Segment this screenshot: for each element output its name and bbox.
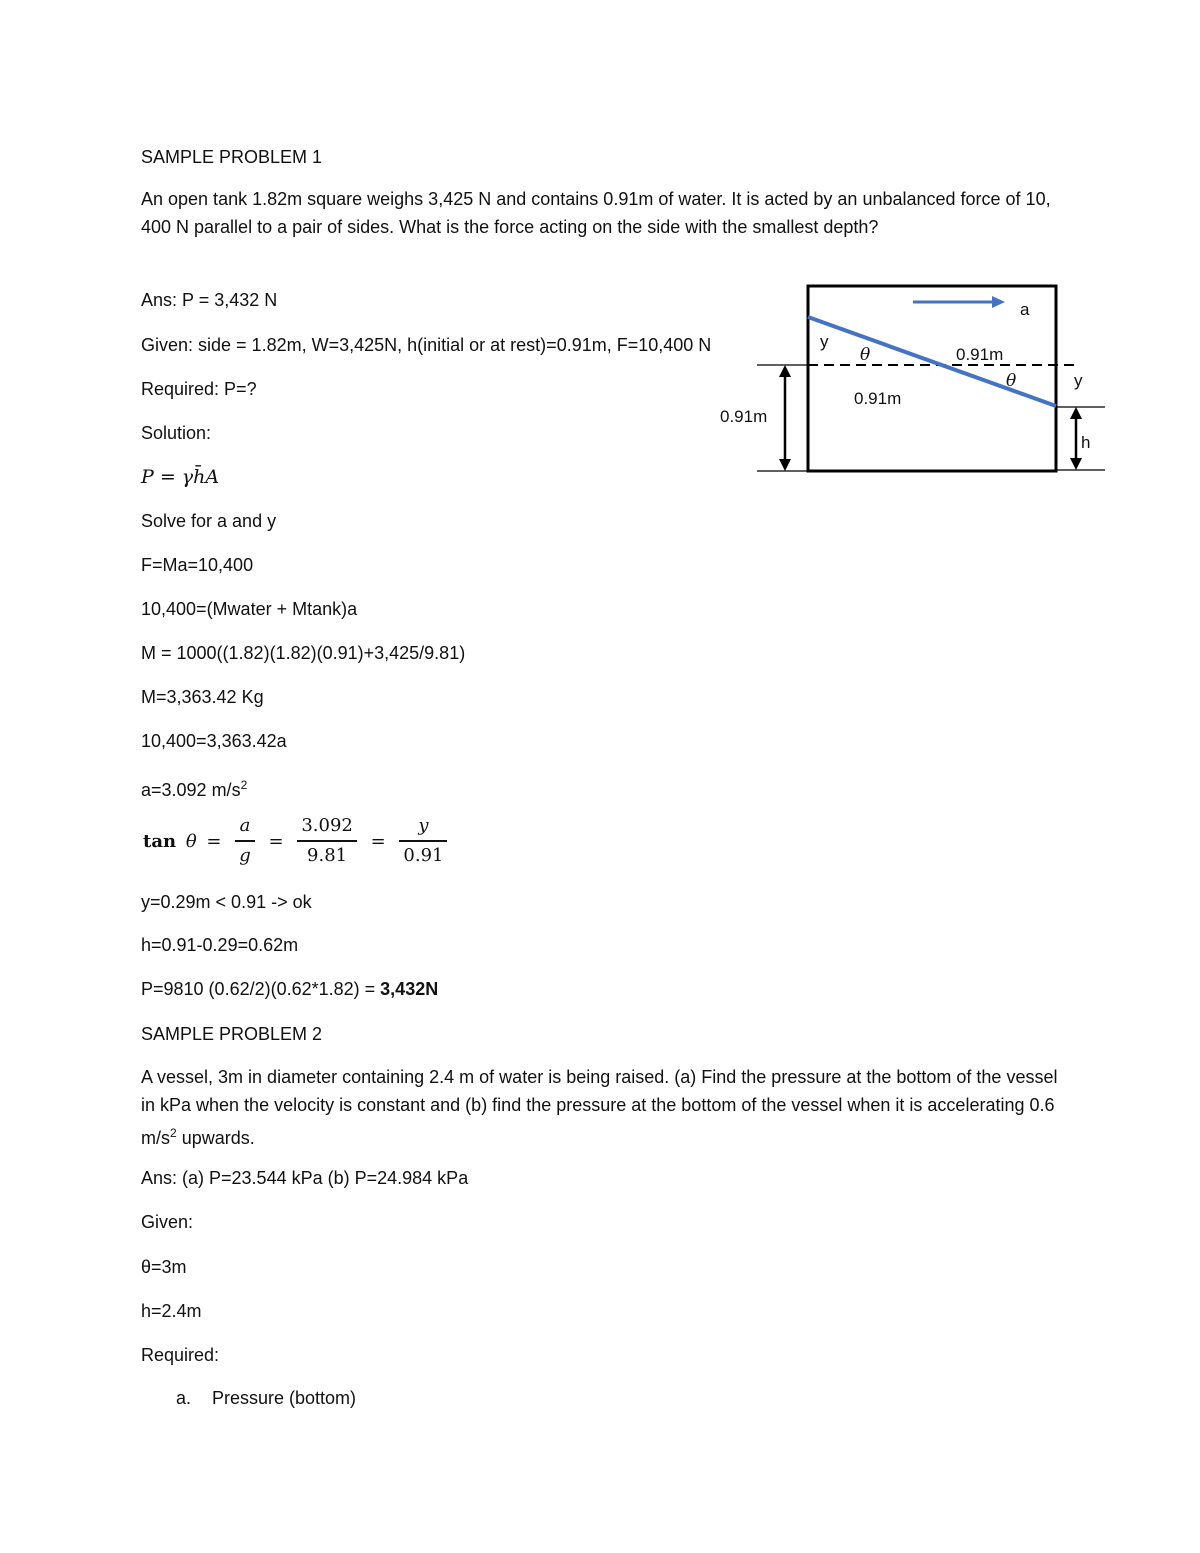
problem1-heading: SAMPLE PROBLEM 1 [141,147,323,167]
inclined-water-surface [808,317,1056,406]
problem1-required: Required: P=? [141,379,257,399]
problem2-statement [141,1063,1061,1152]
left-dim-arrow-up [779,365,791,377]
problem2-given-diameter: θ=3m [141,1257,187,1277]
problem2-statement-text: A vessel, 3m in diameter containing 2.4 m of water is being raised. (a) Find the pressure at the bottom of the vessel in kPa when the velocity is constant and (b) find the pressure at the bottom of the vessel when it is accelerating 0.6 m/s [141,1067,1058,1148]
tan-eq-1: = [206,830,222,852]
left-dim-arrow-down [779,459,791,471]
tank-outline [808,286,1056,471]
label-y-right: y [1074,371,1083,390]
pressure-formula [141,466,219,488]
label-y-left: y [820,332,829,351]
fraction-2-den: 9.81 [307,845,348,866]
fraction-3-num: y [399,814,447,842]
p-result-value: 3,432N [380,979,439,999]
tan-eq-3: = [370,830,386,852]
y-result-line: y=0.29m < 0.91 -> ok [141,892,312,912]
h-result-line: h=0.91-0.29=0.62m [141,935,299,955]
required-list-item [176,1387,356,1409]
label-h: h [1081,433,1091,452]
label-theta-right: θ [1006,371,1017,391]
tan-func: tan [143,830,177,852]
label-surface-depth: 0.91m [956,345,1004,364]
step-line-5: 10,400=3,363.42a [141,731,287,751]
problem1-given: Given: side = 1.82m, W=3,425N, h(initial or at rest)=0.91m, F=10,400 N [141,335,712,355]
label-left-dimension: 0.91m [720,407,768,426]
problem2-required: Required: [141,1345,220,1365]
problem2-given-height: h=2.4m [141,1301,202,1321]
problem2-given: Given: [141,1212,194,1232]
list-item-text: Pressure (bottom) [212,1388,357,1408]
tan-theta: θ [185,830,197,852]
problem2-statement-end: upwards. [176,1128,255,1148]
fraction-a-over-g [235,814,255,868]
tan-equation [141,814,453,868]
formula-lhs: P [141,466,154,488]
tan-eq-2: = [268,830,284,852]
step-line-4: M=3,363.42 Kg [141,687,264,707]
right-dim-arrow-down [1070,458,1082,470]
step-line-3: M = 1000((1.82)(1.82)(0.91)+3,425/9.81) [141,643,466,663]
problem2-statement-exponent: 2 [170,1126,177,1140]
acceleration-line [141,774,247,801]
list-marker: a. [176,1388,192,1408]
step-line-1: F=Ma=10,400 [141,555,254,575]
fraction-2-num: 3.092 [297,814,357,842]
label-inner-depth: 0.91m [854,389,902,408]
fraction-1-den: g [239,845,251,866]
fraction-1-num: a [235,814,255,842]
label-theta-left: θ [860,345,871,365]
problem1-solution-label: Solution: [141,423,212,443]
fraction-3-den: 0.91 [403,845,444,866]
problem1-statement: An open tank 1.82m square weighs 3,425 N and contains 0.91m of water. It is acted by an unbalanced force of 10, 400 N parallel to a pair of sides. What is the force acting on the side with the smallest depth? [141,189,1051,237]
fraction-y-over-depth [399,814,447,868]
acceleration-text: a=3.092 m/s [141,780,241,800]
formula-rhs: = γh̄A [159,466,220,488]
acceleration-exponent: 2 [240,778,248,792]
p-result-line [141,978,438,1000]
problem1-answer: Ans: P = 3,432 N [141,290,278,310]
problem2-answer: Ans: (a) P=23.544 kPa (b) P=24.984 kPa [141,1168,469,1188]
acceleration-arrowhead [992,296,1005,308]
fraction-values [297,814,357,868]
problem2-heading: SAMPLE PROBLEM 2 [141,1024,323,1044]
right-dim-arrow-up [1070,407,1082,419]
solve-for-line: Solve for a and y [141,511,277,531]
p-result-expression: P=9810 (0.62/2)(0.62*1.82) = [141,979,381,999]
tank-diagram [700,270,1120,490]
label-a: a [1020,300,1030,319]
step-line-2: 10,400=(Mwater + Mtank)a [141,599,358,619]
